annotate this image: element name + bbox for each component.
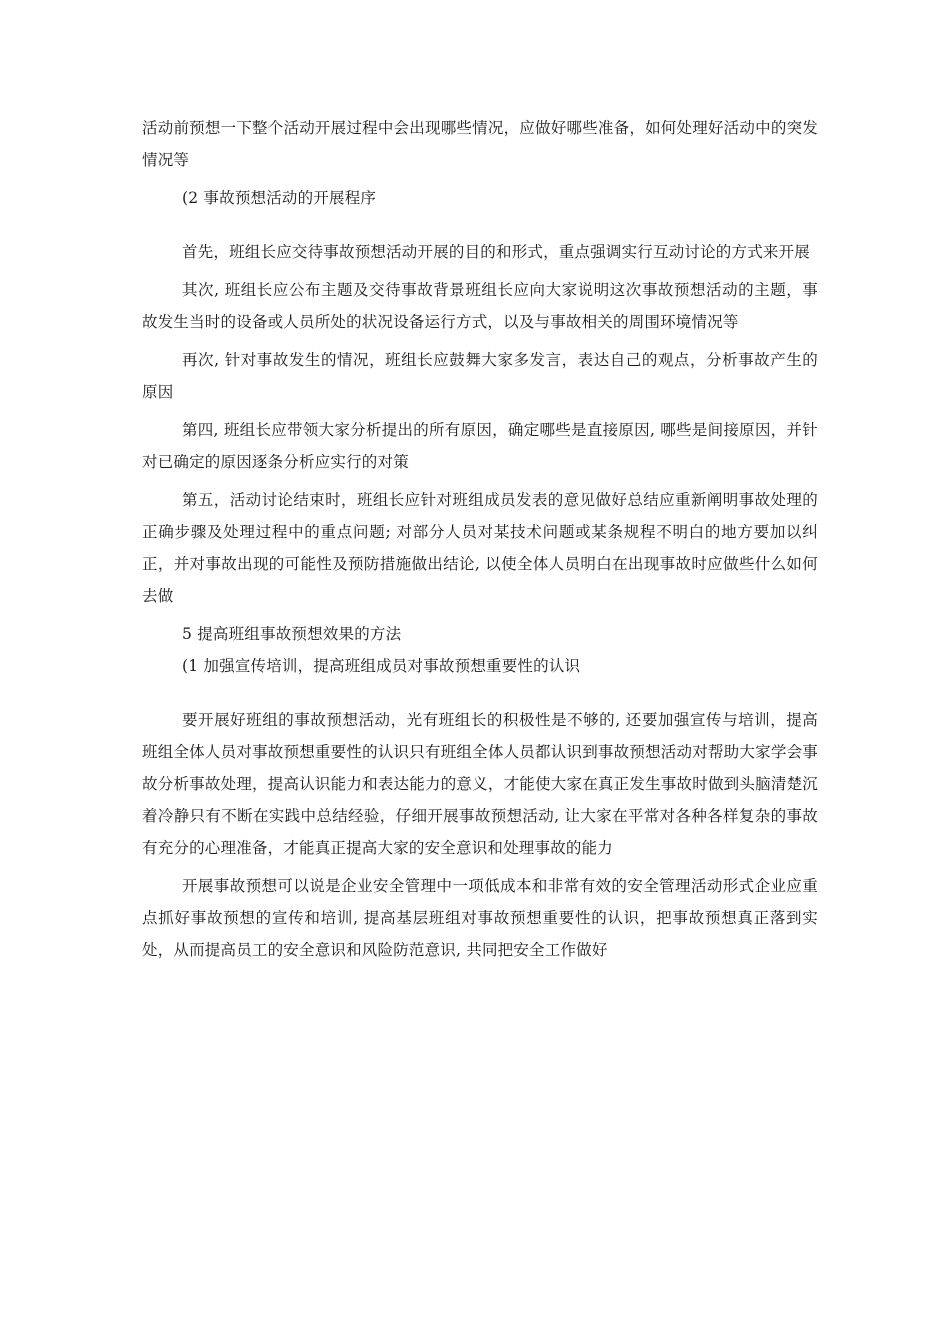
- heading-procedure: (2 事故预想活动的开展程序: [182, 189, 377, 207]
- paragraph-activity-preview: 活动前预想一下整个活动开展过程中会出现哪些情况，应做好哪些准备，如何处理好活动中的突发情况等: [142, 119, 818, 169]
- paragraph-fifth: 第五，活动讨论结束时，班组长应针对班组成员发表的意见做好总结应重新阐明事故处理的正确步骤及处理过程中的重点问题; 对部分人员对某技术问题或某条规程不明白的地方要加以纠正，并对事故出现的可能性及预防措施做出结论, 以使全体人员明白在出现事故时应做些什么如何去做: [142, 491, 818, 605]
- paragraph-first: 首先，班组长应交待事故预想活动开展的目的和形式，重点强调实行互动讨论的方式来开展: [182, 243, 811, 261]
- paragraph-second: 其次, 班组长应公布主题及交待事故背景班组长应向大家说明这次事故预想活动的主题，事故发生当时的设备或人员所处的状况设备运行方式，以及与事故相关的周围环境情况等: [142, 281, 818, 331]
- heading-section-5: 5 提高班组事故预想效果的方法: [182, 625, 402, 643]
- paragraph-training: 要开展好班组的事故预想活动，光有班组长的积极性是不够的, 还要加强宣传与培训，提高班组全体人员对事故预想重要性的认识只有班组全体人员都认识到事故预想活动对帮助大家学会事故分析事故处理，提高认识能力和表达能力的意义，才能使大家在真正发生事故时做到头脑清楚沉着冷静只有不断在实践中总结经验，仔细开展事故预想活动, 让大家在平常对各种各样复杂的事故有充分的心理准备，才能真正提高大家的安全意识和处理事故的能力: [142, 711, 818, 857]
- paragraph-third: 再次, 针对事故发生的情况，班组长应鼓舞大家多发言，表达自己的观点，分析事故产生的原因: [142, 351, 818, 401]
- document-page: [142, 112, 818, 966]
- heading-training: (1 加强宣传培训，提高班组成员对事故预想重要性的认识: [182, 657, 581, 675]
- paragraph-conclusion: 开展事故预想可以说是企业安全管理中一项低成本和非常有效的安全管理活动形式企业应重点抓好事故预想的宣传和培训, 提高基层班组对事故预想重要性的认识，把事故预想真正落到实处，从而提高员工的安全意识和风险防范意识, 共同把安全工作做好: [142, 877, 818, 959]
- paragraph-fourth: 第四, 班组长应带领大家分析提出的所有原因，确定哪些是直接原因, 哪些是间接原因，并针对已确定的原因逐条分析应实行的对策: [142, 421, 818, 471]
